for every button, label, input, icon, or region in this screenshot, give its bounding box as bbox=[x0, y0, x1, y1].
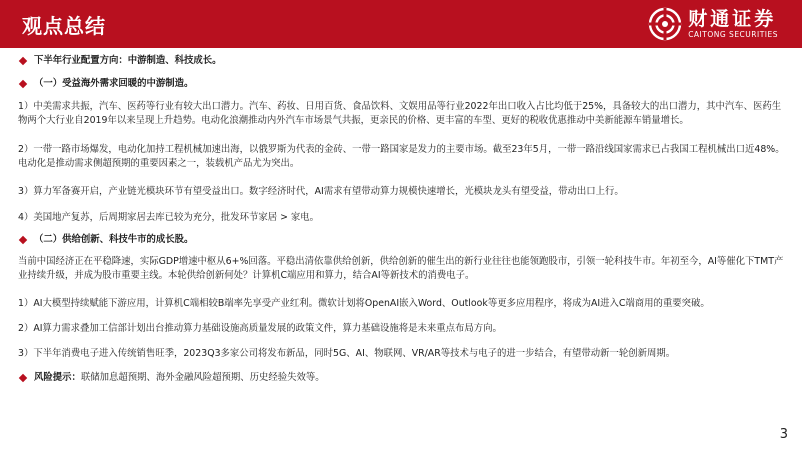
paragraph-6: 1）AI大模型持续赋能下游应用，计算机C端相较B端率先享受产业红利。微软计划将OpenAI嵌入Word、Outlook等更多应用程序，将成为AI进入C端商用的重要突破。 bbox=[18, 298, 710, 309]
diamond-bullet-icon bbox=[19, 236, 27, 244]
paragraph-1: 1）中美需求共振，汽车、医药等行业有较大出口潜力。汽车、药妆、日用百货、食品饮料、文娱用品等行业2022年出口收入占比均低于25%，具备较大的出口潜力，其中汽车、医药生物两个大行业自2019年以来呈现上升趋势。电动化浪潮推动内外汽车市场景气共振，更亲民的价格、更丰富的车型、更好的税收优惠推动中美新能源车销量增长。 bbox=[18, 101, 782, 126]
page-number: 3 bbox=[779, 427, 788, 442]
paragraph-8: 3）下半年消费电子进入传统销售旺季，2023Q3多家公司将发布新品，同时5G、AI、物联网、VR/AR等技术与电子的进一步结合，有望带动新一轮创新周期。 bbox=[18, 348, 676, 359]
risk-label: 风险提示： bbox=[34, 372, 81, 383]
header-bar bbox=[0, 0, 802, 48]
paragraph-4: 4）美国地产复苏，后周期家居去库已较为充分，批发环节家居 > 家电。 bbox=[18, 212, 320, 223]
paragraph-2: 2）一带一路市场爆发，电动化加持工程机械加速出海，以俄罗斯为代表的金砖、一带一路国家是发力的主要市场。截至23年5月，一带一路沿线国家需求已占我国工程机械出口近48%。电动化是推动需求侧超预期的重要因素之一，装载机产品尤为突出。 bbox=[18, 144, 785, 169]
logo-chinese-name: 财通证券 bbox=[688, 8, 777, 30]
diamond-bullet-icon bbox=[19, 57, 27, 65]
section-heading-2: （二）供给创新、科技牛市的成长股。 bbox=[18, 233, 788, 247]
caitong-logo-icon bbox=[648, 7, 682, 41]
paragraph-3: 3）算力军备赛开启，产业链光模块环节有望受益出口。数字经济时代，AI需求有望带动算力规模快速增长，光模块龙头有望受益，带动出口上行。 bbox=[18, 186, 624, 197]
allocation-direction: 下半年行业配置方向：中游制造、科技成长。 bbox=[34, 55, 222, 66]
bullet-allocation bbox=[18, 54, 788, 68]
section-heading-1: （一）受益海外需求回暖的中游制造。 bbox=[18, 77, 788, 91]
diamond-bullet-icon bbox=[19, 80, 27, 88]
page-title: 观点总结 bbox=[22, 14, 106, 38]
risk-warning bbox=[18, 371, 788, 385]
logo-english-name: CAITONG SECURITIES bbox=[688, 30, 778, 39]
diamond-bullet-icon bbox=[19, 374, 27, 382]
paragraph-7: 2）AI算力需求叠加工信部计划出台推动算力基础设施高质量发展的政策文件，算力基础设施将是未来重点布局方向。 bbox=[18, 323, 502, 334]
paragraph-5: 当前中国经济正在平稳降速，实际GDP增速中枢从6+%回落。平稳出清依靠供给创新，供给创新的催生出的新行业往往也能领跑股市，引领一轮科技牛市。年初至今，AI等催化下TMT产业持续升级，并成为股市重要主线。本轮供给创新何处？计算机C端应用和算力，结合AI等新技术的消费电子。 bbox=[18, 256, 784, 281]
logo bbox=[648, 5, 778, 43]
risk-text: 联储加息超预期、海外金融风险超预期、历史经验失效等。 bbox=[80, 372, 325, 383]
